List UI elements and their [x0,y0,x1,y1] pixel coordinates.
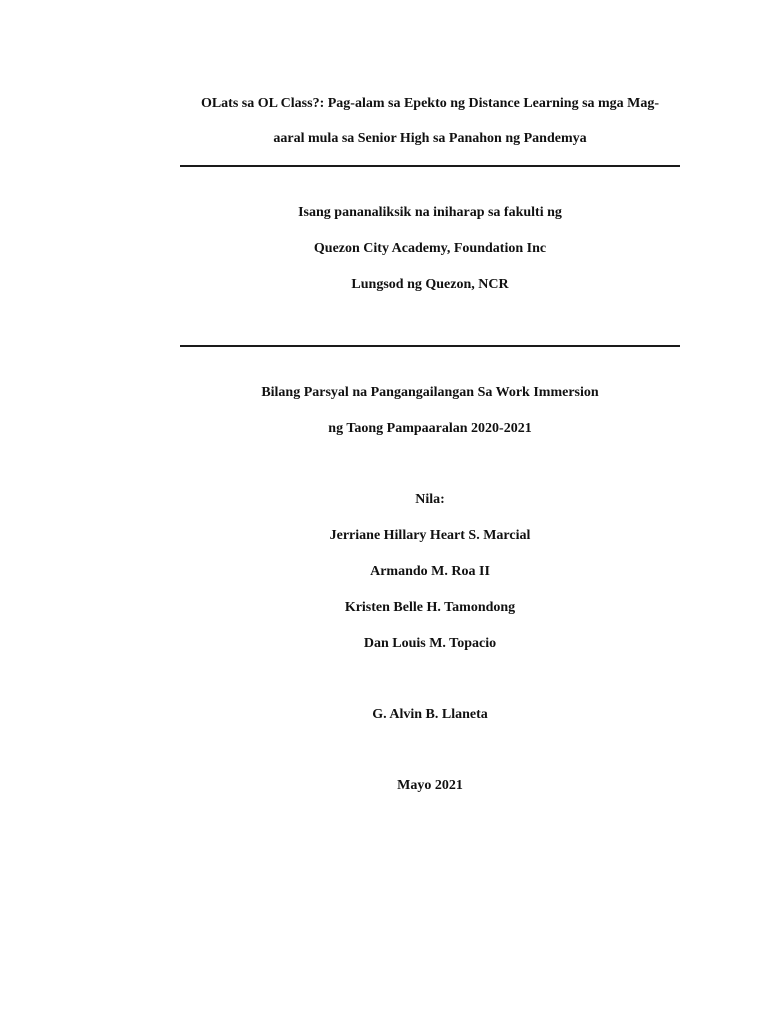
title-line-1: OLats sa OL Class?: Pag-alam sa Epekto ng Distance Learning sa mga Mag- [200,96,660,111]
author-name: Armando M. Roa II [370,564,490,579]
requirement-line-1: Bilang Parsyal na Pangangailangan Sa Work Immersion [261,385,599,400]
institution-location: Lungsod ng Quezon, NCR [351,277,509,292]
author-name: Dan Louis M. Topacio [363,636,497,651]
institution-name: Quezon City Academy, Foundation Inc [313,241,547,256]
presentation-line: Isang pananaliksik na iniharap sa fakulti ng [298,205,562,220]
authors-label: Nila: [415,492,445,507]
title-line-2: aaral mula sa Senior High sa Panahon ng Pandemya [273,131,587,146]
date: Mayo 2021 [397,778,463,793]
divider-top [180,165,680,167]
author-name: Kristen Belle H. Tamondong [344,600,516,615]
requirement-line-2: ng Taong Pampaaralan 2020-2021 [328,421,532,436]
divider-middle [180,345,680,347]
adviser-name: G. Alvin B. Llaneta [372,707,488,722]
author-name: Jerriane Hillary Heart S. Marcial [329,528,531,543]
